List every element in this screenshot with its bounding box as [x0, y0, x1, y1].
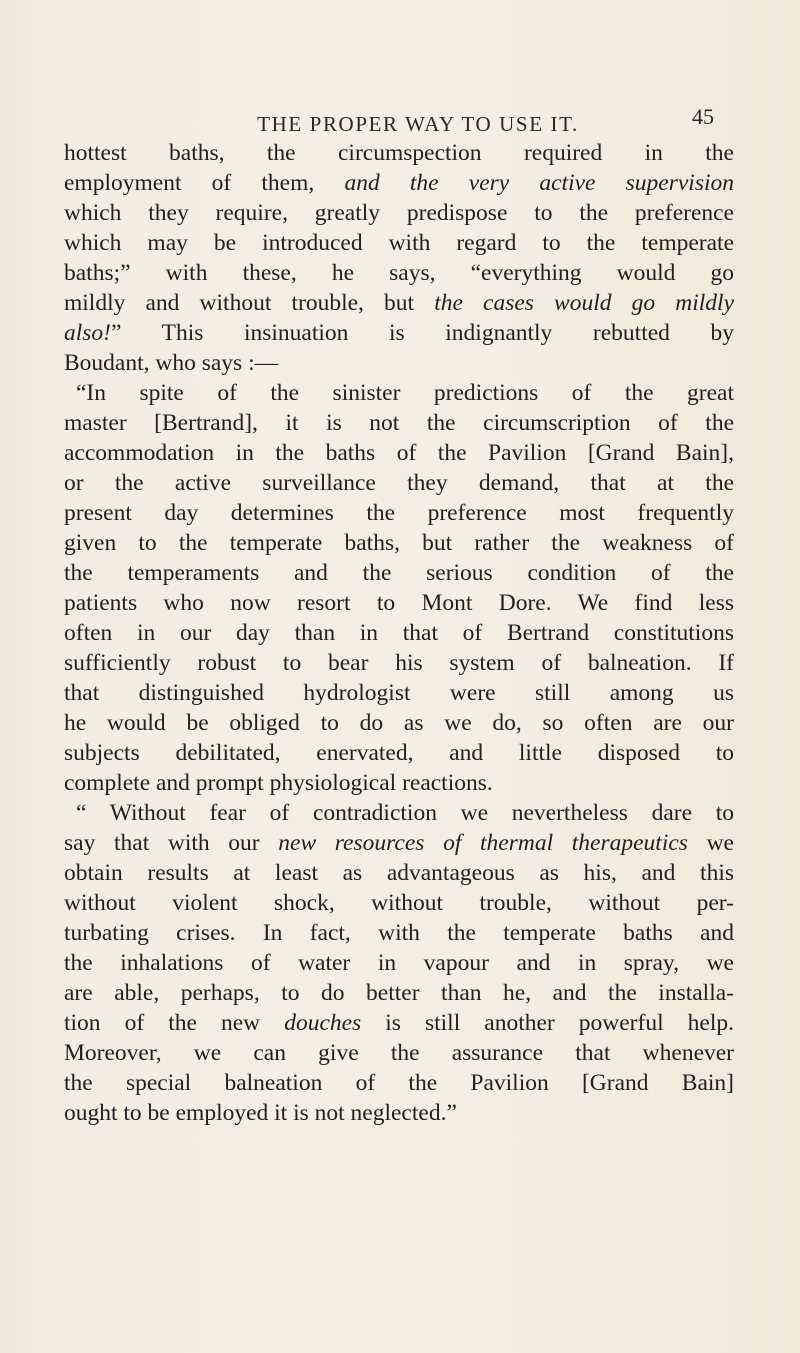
text-run: turbating crises. In fact, with the temperate baths and	[64, 920, 734, 946]
text-run: ought to be employed it is not neglected.”	[64, 1100, 457, 1126]
text-line	[64, 558, 734, 588]
body-text	[64, 138, 734, 1128]
text-line	[64, 1038, 734, 1068]
text-run: we	[687, 830, 734, 856]
text-run: is still another powerful help.	[361, 1010, 734, 1036]
text-line	[64, 198, 734, 228]
text-run: Moreover, we can give the assurance that whenever	[64, 1040, 734, 1066]
text-line	[64, 768, 734, 798]
text-run: “In spite of the sinister predictions of the great	[76, 380, 734, 406]
text-line	[64, 408, 734, 438]
text-line	[64, 738, 734, 768]
text-run: the temperaments and the serious condition of the	[64, 560, 734, 586]
text-line	[64, 708, 734, 738]
text-run: sufficiently robust to bear his system of balneation. If	[64, 650, 734, 676]
text-line	[64, 228, 734, 258]
text-run: mildly and without trouble, but	[64, 290, 435, 316]
text-line	[64, 648, 734, 678]
italic-text: the cases would go mildly	[434, 290, 734, 316]
text-line	[64, 1098, 734, 1128]
text-run: accommodation in the baths of the Pavilion [Grand Bain],	[64, 440, 734, 466]
text-run: often in our day than in that of Bertrand constitutions	[64, 620, 734, 646]
text-line	[64, 828, 734, 858]
text-line	[64, 468, 734, 498]
italic-text: douches	[284, 1010, 362, 1036]
italic-text: new resources of thermal therapeutics	[278, 830, 688, 856]
text-run: given to the temperate baths, but rather the weakness of	[64, 530, 734, 556]
text-run: baths;” with these, he says, “everything would go	[64, 260, 734, 286]
text-line	[64, 948, 734, 978]
text-line	[64, 498, 734, 528]
text-run: say that with our	[64, 830, 279, 856]
text-line	[64, 378, 734, 408]
running-title: THE PROPER WAY TO USE IT.	[257, 112, 579, 136]
text-run: that distinguished hydrologist were still among us	[64, 680, 734, 706]
text-line	[64, 438, 734, 468]
running-head	[0, 112, 800, 137]
text-line	[64, 1008, 734, 1038]
page-number: 45	[692, 104, 714, 129]
text-line	[64, 318, 734, 348]
text-run: are able, perhaps, to do better than he, and the installa-	[64, 980, 734, 1006]
text-line	[64, 798, 734, 828]
text-run: subjects debilitated, enervated, and little disposed to	[64, 740, 734, 766]
text-run: master [Bertrand], it is not the circumscription of the	[64, 410, 734, 436]
text-line	[64, 918, 734, 948]
text-run: complete and prompt physiological reactions.	[64, 770, 493, 796]
text-run: which they require, greatly predispose to the preference	[64, 200, 734, 226]
text-run: present day determines the preference most frequently	[64, 500, 734, 526]
text-line	[64, 168, 734, 198]
text-run: “ Without fear of contradiction we nevertheless dare to	[76, 800, 734, 826]
text-line	[64, 528, 734, 558]
text-run: without violent shock, without trouble, without per-	[64, 890, 734, 916]
italic-text: and the very active supervision	[344, 170, 734, 196]
text-line	[64, 678, 734, 708]
text-line	[64, 348, 734, 378]
text-line	[64, 588, 734, 618]
text-run: tion of the new	[64, 1010, 285, 1036]
text-run: hottest baths, the circumspection required in the	[64, 140, 734, 166]
text-run: which may be introduced with regard to the temperate	[64, 230, 734, 256]
text-run: Boudant, who says :—	[64, 350, 279, 376]
text-run: he would be obliged to do as we do, so often are our	[64, 710, 734, 736]
text-line	[64, 138, 734, 168]
text-line	[64, 288, 734, 318]
text-run: the special balneation of the Pavilion [Grand Bain]	[64, 1070, 734, 1096]
italic-text: also!	[64, 320, 111, 346]
text-run: ” This insinuation is indignantly rebutted by	[111, 320, 734, 346]
text-line	[64, 858, 734, 888]
text-line	[64, 978, 734, 1008]
text-line	[64, 258, 734, 288]
text-run: the inhalations of water in vapour and in spray, we	[64, 950, 734, 976]
text-line	[64, 618, 734, 648]
text-line	[64, 888, 734, 918]
text-line	[64, 1068, 734, 1098]
text-run: obtain results at least as advantageous as his, and this	[64, 860, 734, 886]
text-run: patients who now resort to Mont Dore. We find less	[64, 590, 734, 616]
text-run: employment of them,	[64, 170, 345, 196]
text-run: or the active surveillance they demand, that at the	[64, 470, 734, 496]
